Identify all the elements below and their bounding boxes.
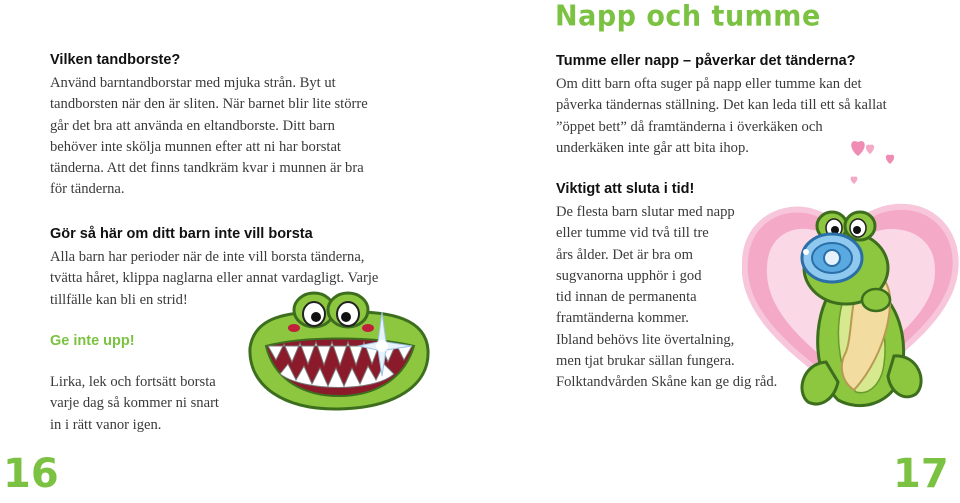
section-body-toothbrush [50,73,368,201]
crocodile-smile-illustration [244,288,434,418]
text-line: varje dag så kommer ni snart [50,395,219,412]
crocodile-pacifier-illustration [742,186,960,416]
section-heading-thumb-or-pacifier: Tumme eller napp – påverkar det tänderna? [556,53,856,69]
text-line: års ålder. Det är bra om [556,246,693,263]
text-line: går det bra att använda en eltandborste. Ditt barn [50,117,335,134]
text-line: framtänderna kommer. [556,310,689,327]
heart-icon [866,145,874,154]
text-line: tillfälle kan bli en strid! [50,291,188,308]
pacifier-icon [802,234,862,282]
text-line: för tänderna. [50,181,125,198]
text-line: Använd barntandborstar med mjuka strån. Byt ut [50,75,336,91]
text-line: tid innan de permanenta [556,289,697,306]
page-title: Napp och tumme [555,0,821,33]
page-number-right: 17 [893,451,949,497]
text-line: behöver inte skölja munnen efter att ni har borstat [50,138,341,155]
text-line: Alla barn har perioder när de inte vill borsta tänderna, [50,249,365,265]
text-line: De flesta barn slutar med napp [556,204,735,220]
section-body-thumb-or-pacifier [556,74,887,159]
heart-icon [886,155,894,164]
text-line: sugvanorna upphör i god [556,267,702,284]
text-line: tvätta håret, klippa naglarna eller annat vardagligt. Varje [50,270,379,287]
text-line: Lirka, lek och fortsätt borsta [50,374,216,390]
section-heading-dont-give-up: Ge inte upp! [50,333,135,349]
text-line: tänderna. Att det finns tandkräm kvar i munnen är bra [50,160,364,177]
page-number-left: 16 [3,451,59,497]
section-heading-wont-brush: Gör så här om ditt barn inte vill borsta [50,226,313,242]
heart-icon [851,141,865,156]
text-line: underkäken inte går att bita ihop. [556,139,749,156]
section-body-dont-give-up [50,372,219,436]
text-line: in i rätt vanor igen. [50,416,162,433]
text-line: Om ditt barn ofta suger på napp eller tumme kan det [556,76,862,92]
text-line: påverka tändernas ställning. Det kan leda till ett så kallat [556,97,887,114]
section-heading-toothbrush: Vilken tandborste? [50,52,181,68]
text-line: tandborsten när den är sliten. När barnet blir lite större [50,96,368,113]
heart-icon [851,177,858,184]
section-heading-stop-in-time: Viktigt att sluta i tid! [556,181,695,197]
text-line: eller tumme vid två till tre [556,225,709,242]
text-line: ”öppet bett” då framtänderna i överkäken och [556,118,823,135]
text-line: men tjat brukar sällan fungera. [556,353,735,370]
text-line: Ibland behövs lite övertalning, [556,331,735,348]
text-line: Folktandvården Skåne kan ge dig råd. [556,374,778,391]
